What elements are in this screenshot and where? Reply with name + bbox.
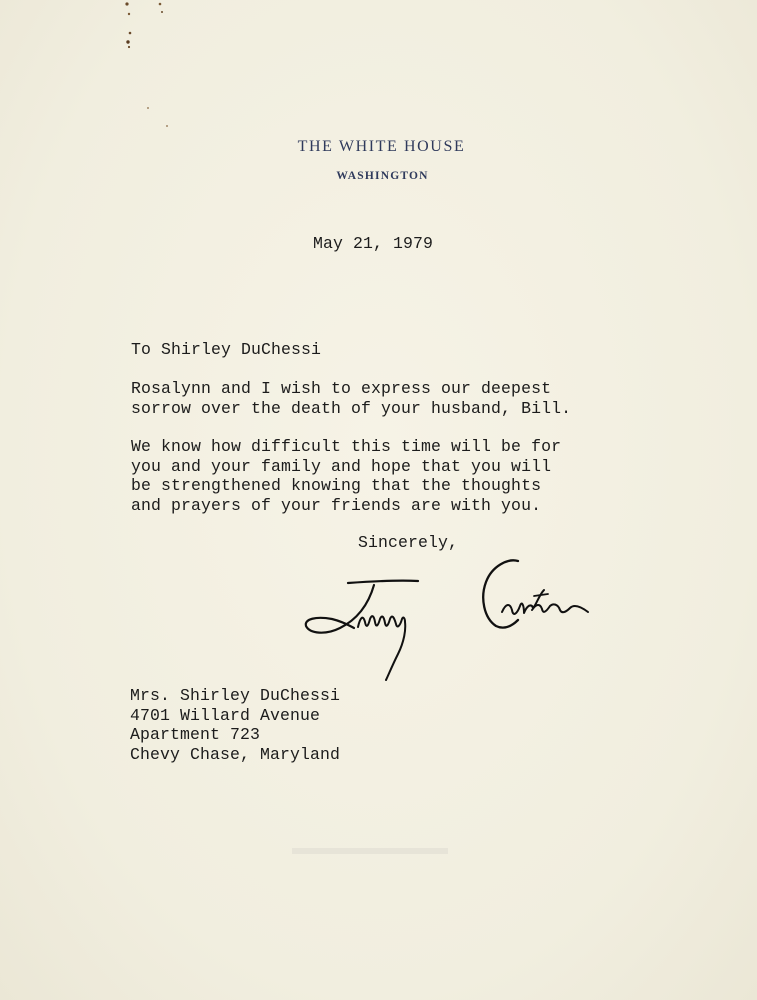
letter-salutation: To Shirley DuChessi bbox=[131, 340, 322, 359]
letterhead-subtitle: WASHINGTON bbox=[336, 170, 429, 182]
letter-closing: Sincerely, bbox=[358, 533, 459, 552]
letter-paragraph-1: Rosalynn and I wish to express our deepest sorrow over the death of your husband, Bill. bbox=[131, 379, 572, 418]
handwritten-signature bbox=[296, 556, 596, 684]
paper-stains bbox=[110, 0, 180, 140]
letterhead-title: THE WHITE HOUSE bbox=[297, 138, 466, 155]
faint-bleed-through bbox=[290, 840, 450, 862]
letter-paragraph-2: We know how difficult this time will be for you and your family and hope that you will be strengthened knowing that the thoughts and prayers of your friends are with you. bbox=[131, 437, 562, 515]
letter-date: May 21, 1979 bbox=[313, 234, 434, 253]
recipient-address: Mrs. Shirley DuChessi 4701 Willard Avenue Apartment 723 Chevy Chase, Maryland bbox=[130, 686, 341, 764]
